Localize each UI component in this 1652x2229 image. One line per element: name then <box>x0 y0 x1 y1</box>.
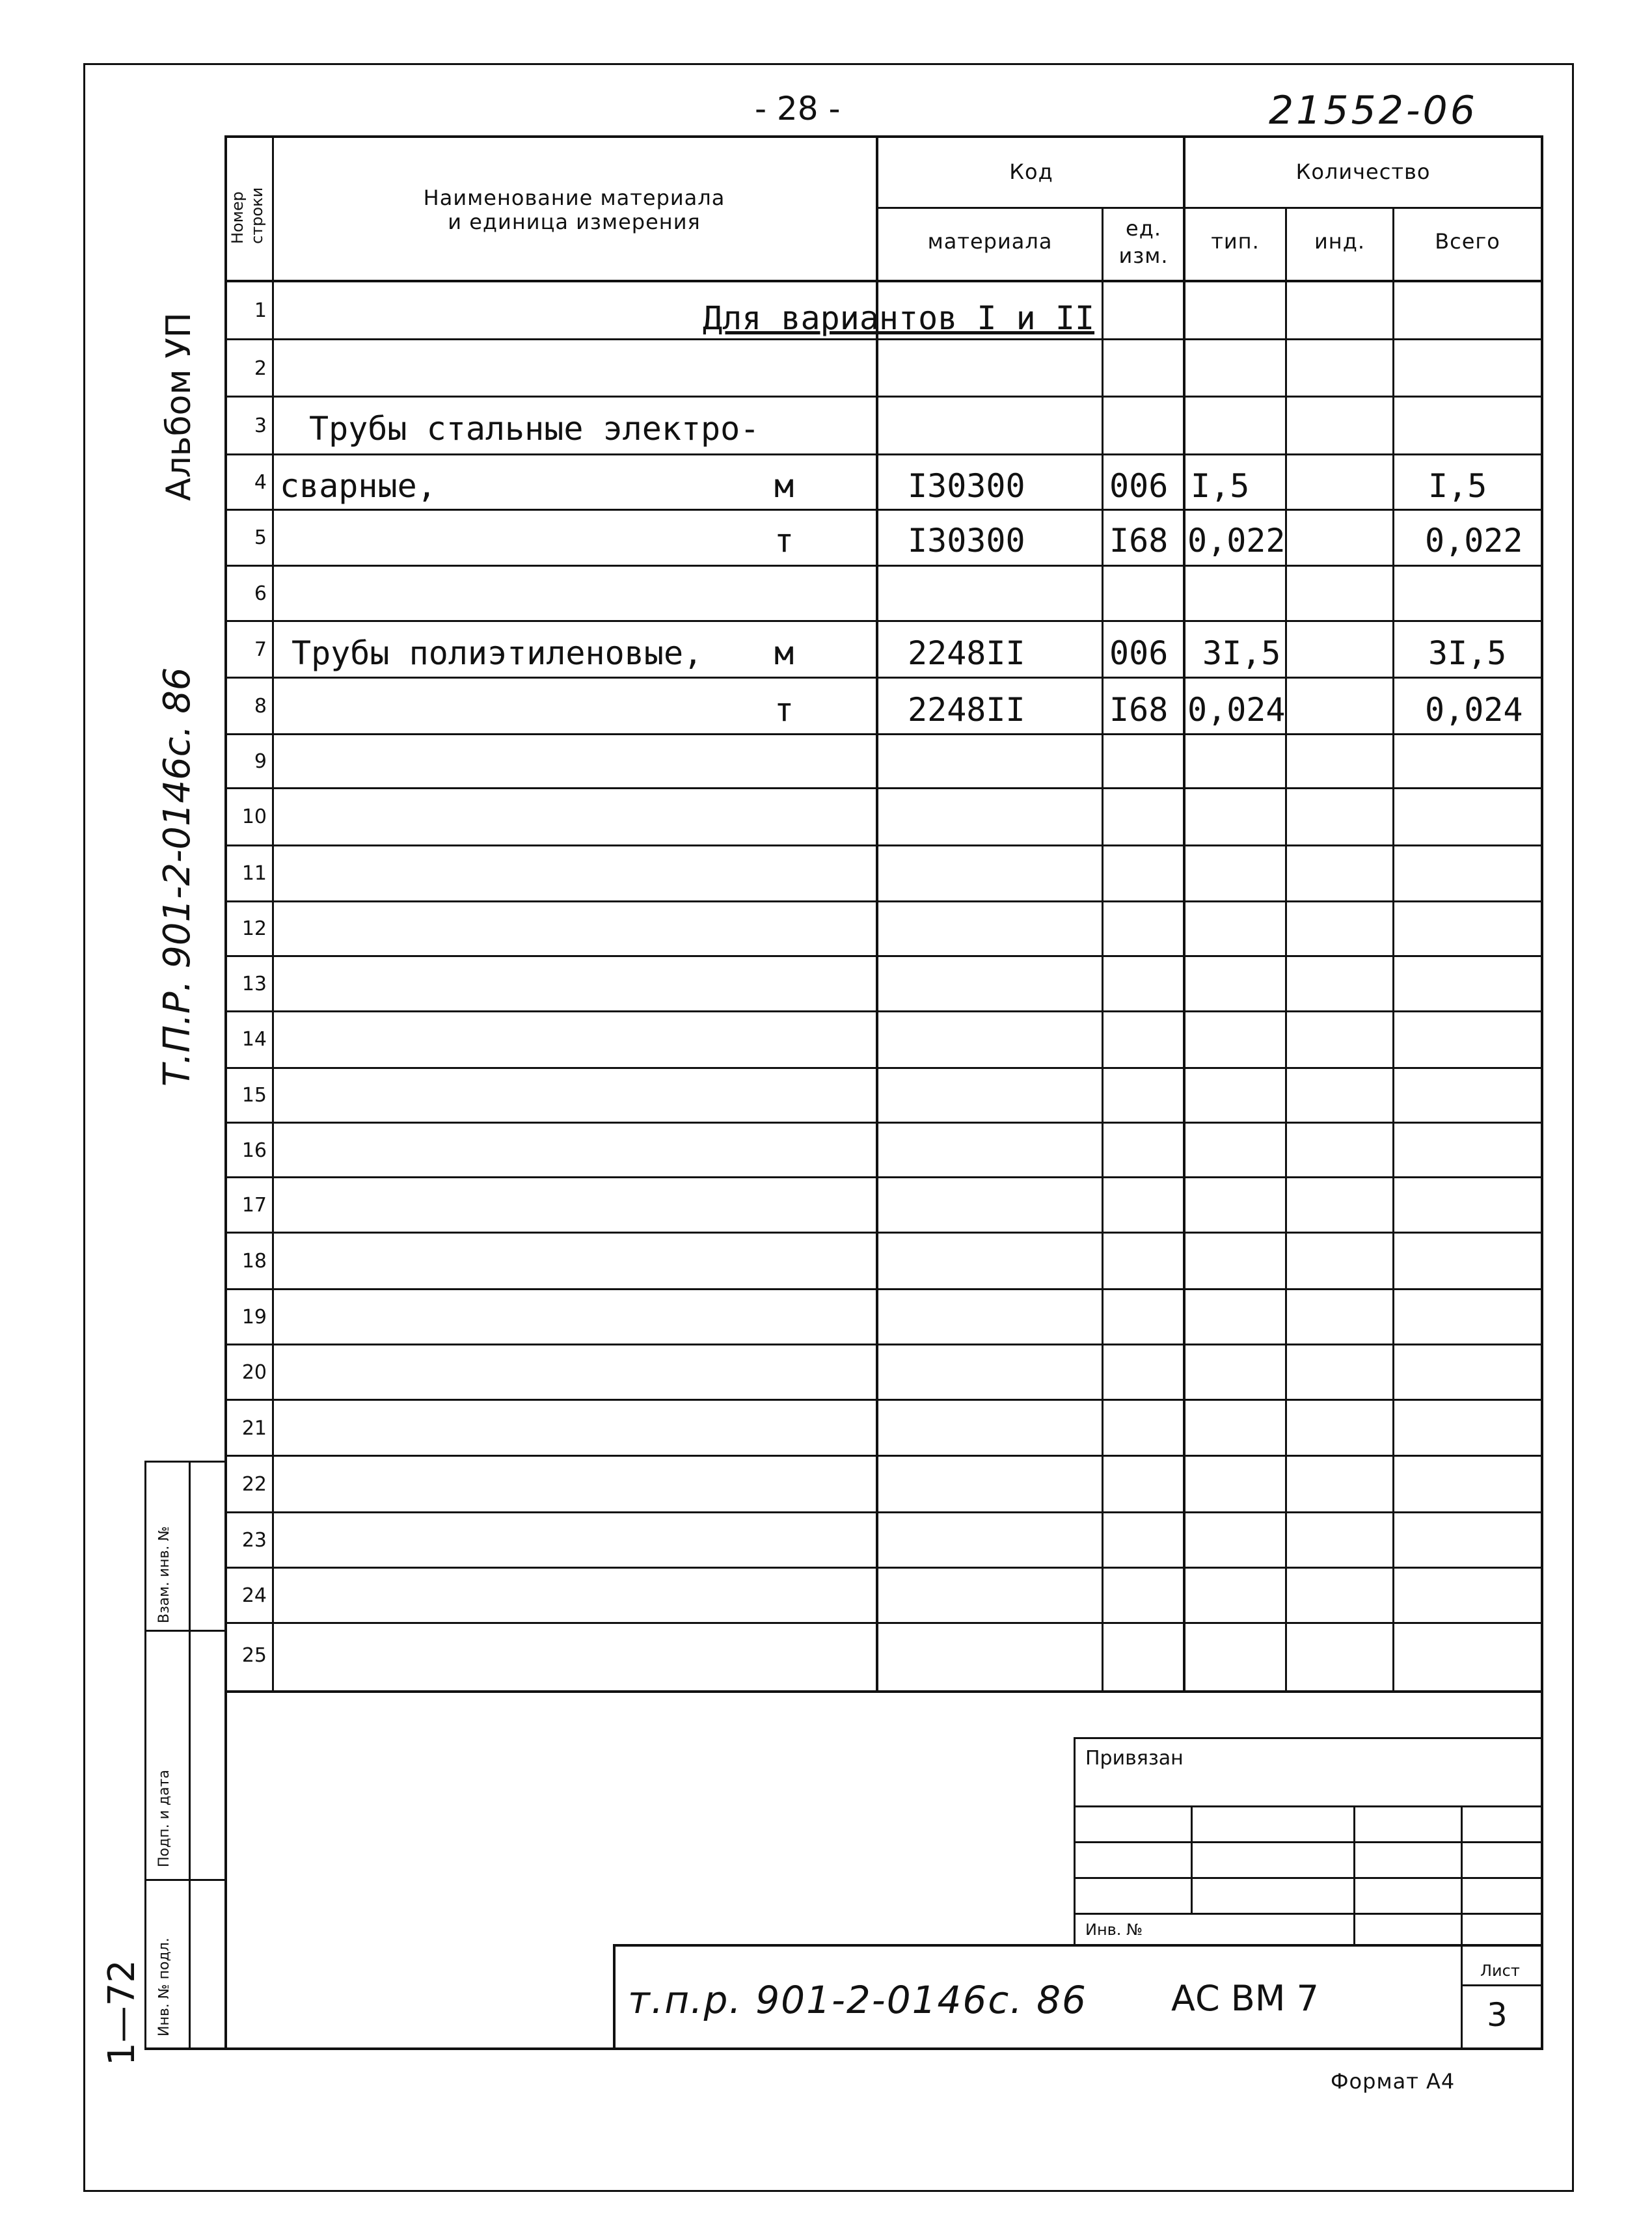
header-qty-group: Количество <box>1295 159 1431 184</box>
archive-number: 1—72 <box>101 1960 143 2066</box>
header-code-unit: ед. изм. <box>1118 216 1169 268</box>
row-number: 6 <box>254 582 267 605</box>
podp-date-label: Подп. и дата <box>156 1770 172 1867</box>
row-number: 15 <box>241 1084 267 1107</box>
row-number: 17 <box>241 1194 267 1217</box>
row-number: 12 <box>241 917 267 940</box>
designation: т.п.р. 901-2-0146с. 86 <box>628 1978 1087 2022</box>
material-code: 2248II <box>908 634 1025 672</box>
header-code-material: материала <box>927 229 1053 254</box>
row-number: 11 <box>241 862 267 885</box>
inv-podl-label: Инв. № подл. <box>156 1938 172 2036</box>
project-number-margin: Т.П.Р. 901-2-0146с. 86 <box>156 667 198 1087</box>
header-qty-ind: инд. <box>1314 229 1365 254</box>
qty-total: 3I,5 <box>1428 634 1507 672</box>
header-code-group: Код <box>1009 159 1053 184</box>
header-qty-typ: тип. <box>1211 229 1260 254</box>
qty-typ: 0,022 <box>1187 522 1286 560</box>
row-number: 19 <box>241 1306 267 1329</box>
row-number: 7 <box>254 638 267 661</box>
sheet-number: 3 <box>1487 1996 1508 2034</box>
row-number: 1 <box>254 299 267 322</box>
album-label: Альбом УП <box>159 312 198 501</box>
row-number: 16 <box>241 1139 267 1162</box>
qty-total: 0,024 <box>1425 691 1523 729</box>
row-number: 8 <box>254 695 267 718</box>
qty-typ: 0,024 <box>1187 691 1286 729</box>
row-number: 25 <box>241 1644 267 1667</box>
material-unit: т <box>774 522 794 560</box>
material-code: I30300 <box>908 467 1025 505</box>
material-unit: т <box>774 691 794 729</box>
material-name: Трубы стальные электро- <box>309 410 760 448</box>
row-number: 24 <box>241 1584 267 1607</box>
row-number: 18 <box>241 1250 267 1273</box>
unit-code: 006 <box>1109 634 1169 672</box>
inv-no-label: Инв. № <box>1085 1921 1143 1939</box>
section-title: Для вариантов I и II <box>703 299 1095 337</box>
row-number: 4 <box>254 471 267 494</box>
qty-typ: 3I,5 <box>1202 634 1281 672</box>
header-qty-total: Всего <box>1435 229 1500 254</box>
unit-code: 006 <box>1109 467 1169 505</box>
row-number: 21 <box>241 1417 267 1440</box>
qty-total: 0,022 <box>1425 522 1523 560</box>
row-number: 14 <box>241 1028 267 1051</box>
material-name: Трубы полиэтиленовые, <box>291 634 703 672</box>
page-number: - 28 - <box>755 90 841 128</box>
material-code: 2248II <box>908 691 1025 729</box>
qty-typ: I,5 <box>1191 467 1250 505</box>
qty-total: I,5 <box>1428 467 1487 505</box>
row-number: 10 <box>241 805 267 828</box>
document-code: АС ВМ 7 <box>1171 1978 1319 2019</box>
header-row-number: Номер строки <box>228 187 266 244</box>
row-number: 13 <box>241 973 267 995</box>
material-code: I30300 <box>908 522 1025 560</box>
material-unit: м <box>774 634 794 672</box>
sheet-label: Лист <box>1480 1962 1520 1980</box>
material-unit: м <box>774 467 794 505</box>
header-name-line1: Наименование материала <box>423 185 725 210</box>
material-name: сварные, <box>280 467 437 505</box>
row-number: 22 <box>241 1473 267 1496</box>
row-number: 5 <box>254 526 267 549</box>
vzam-inv-label: Взам. инв. № <box>156 1526 172 1623</box>
unit-code: I68 <box>1109 522 1169 560</box>
unit-code: I68 <box>1109 691 1169 729</box>
row-number: 9 <box>254 750 267 773</box>
row-number: 23 <box>241 1529 267 1552</box>
row-number: 2 <box>254 357 267 380</box>
header-name-line2: и единица измерения <box>448 209 701 234</box>
row-number: 3 <box>254 414 267 437</box>
doc-inventory-number: 21552-06 <box>1269 88 1478 133</box>
row-number: 20 <box>241 1361 267 1384</box>
format-label: Формат А4 <box>1331 2069 1456 2094</box>
privyazan-label: Привязан <box>1085 1747 1184 1770</box>
